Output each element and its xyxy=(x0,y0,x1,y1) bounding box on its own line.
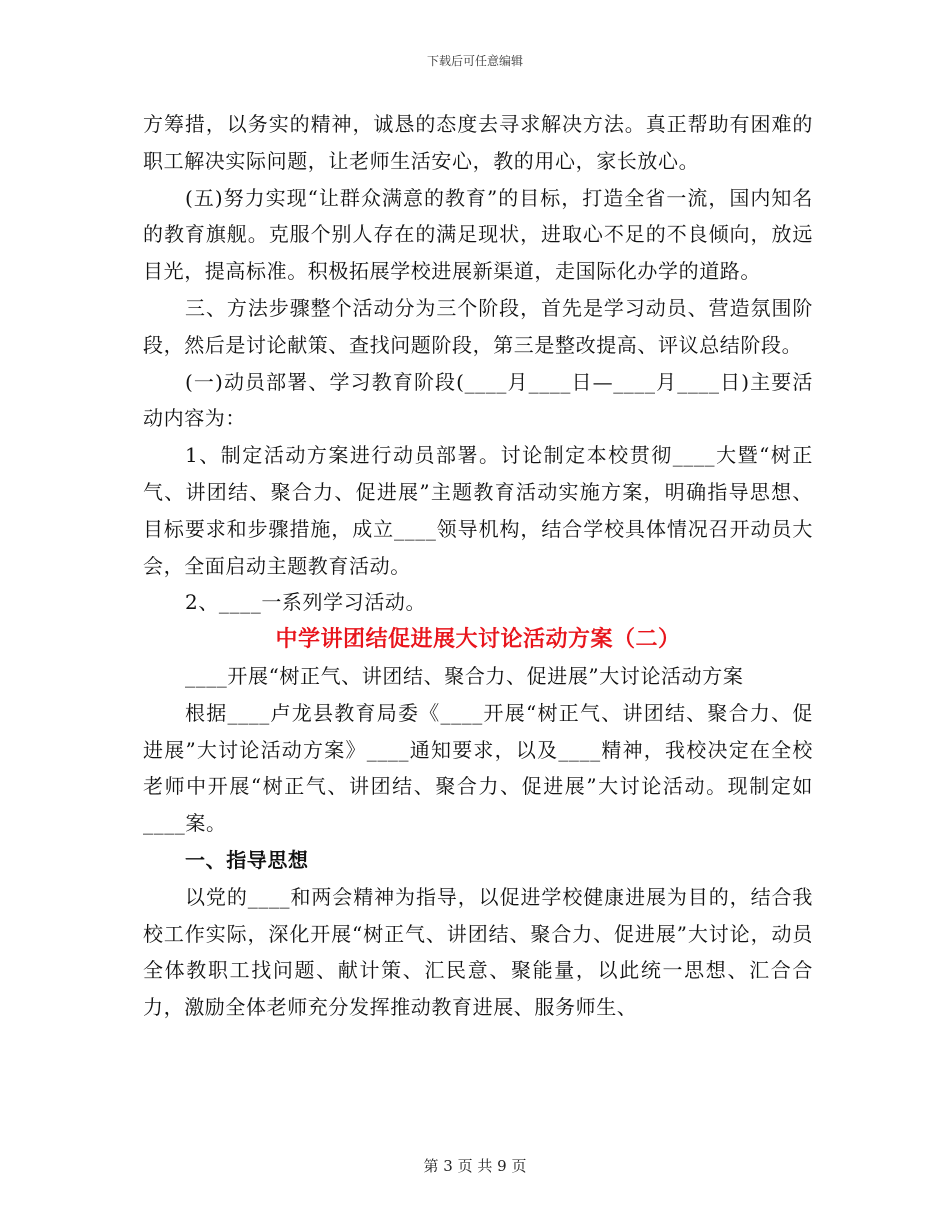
paragraph-stage-one: (一)动员部署、学习教育阶段(____月____日—____月____日)主要活动内容为： xyxy=(143,369,813,431)
heading-guiding-ideology: 一、指导思想 xyxy=(185,847,309,872)
paragraph-step-one: 1、制定活动方案进行动员部署。讨论制定本校贯彻____大暨“树正气、讲团结、聚合力、促进展”主题教育活动实施方案，明确指导思想、目标要求和步骤措施，成立____领导机构，结合学校具体情况召开动员大会，全面启动主题教育活动。 xyxy=(143,443,813,578)
paragraph-guiding-ideology: 以党的____和两会精神为指导，以促进学校健康进展为目的，结合我校工作实际，深化开展“树正气、讲团结、聚合力、促进展”大讨论，动员全体教职工找问题、献计策、汇民意、聚能量，以此统一思想、汇合合力，激励全体老师充分发挥推动教育进展、服务师生、 xyxy=(143,884,813,1020)
page-header: 下载后可任意编辑 xyxy=(426,54,523,68)
document-body xyxy=(143,106,813,1026)
paragraph-subtitle: ____开展“树正气、讲团结、聚合力、促进展”大讨论活动方案 xyxy=(185,663,744,688)
paragraph-basis: 根据____卢龙县教育局委《____开展“树正气、讲团结、聚合力、促进展”大讨论活动方案》____通知要求，以及____精神，我校决定在全校老师中开展“树正气、讲团结、聚合力、促进展”大讨论活动。现制定如____案。 xyxy=(143,700,813,836)
paragraph-step-two: 2、____一系列学习活动。 xyxy=(185,590,427,615)
paragraph-item-five: (五)努力实现“让群众满意的教育”的目标，打造全省一流，国内知名的教育旗舰。克服个别人存在的满足现状，进取心不足的不良倾向，放远目光，提高标准。积极拓展学校进展新渠道，走国际化办学的道路。 xyxy=(143,185,813,284)
section-title: 中学讲团结促进展大讨论活动方案（二） xyxy=(275,626,681,653)
paragraph-section-three: 三、方法步骤整个活动分为三个阶段，首先是学习动员、营造氛围阶段，然后是讨论献策、查找问题阶段，第三是整改提高、评议总结阶段。 xyxy=(143,295,813,357)
page-footer: 第 3 页 共 9 页 xyxy=(423,1157,527,1175)
paragraph-continuation: 方筹措，以务实的精神，诚恳的态度去寻求解决方法。真正帮助有困难的职工解决实际问题，让老师生活安心，教的用心，家长放心。 xyxy=(143,112,813,173)
